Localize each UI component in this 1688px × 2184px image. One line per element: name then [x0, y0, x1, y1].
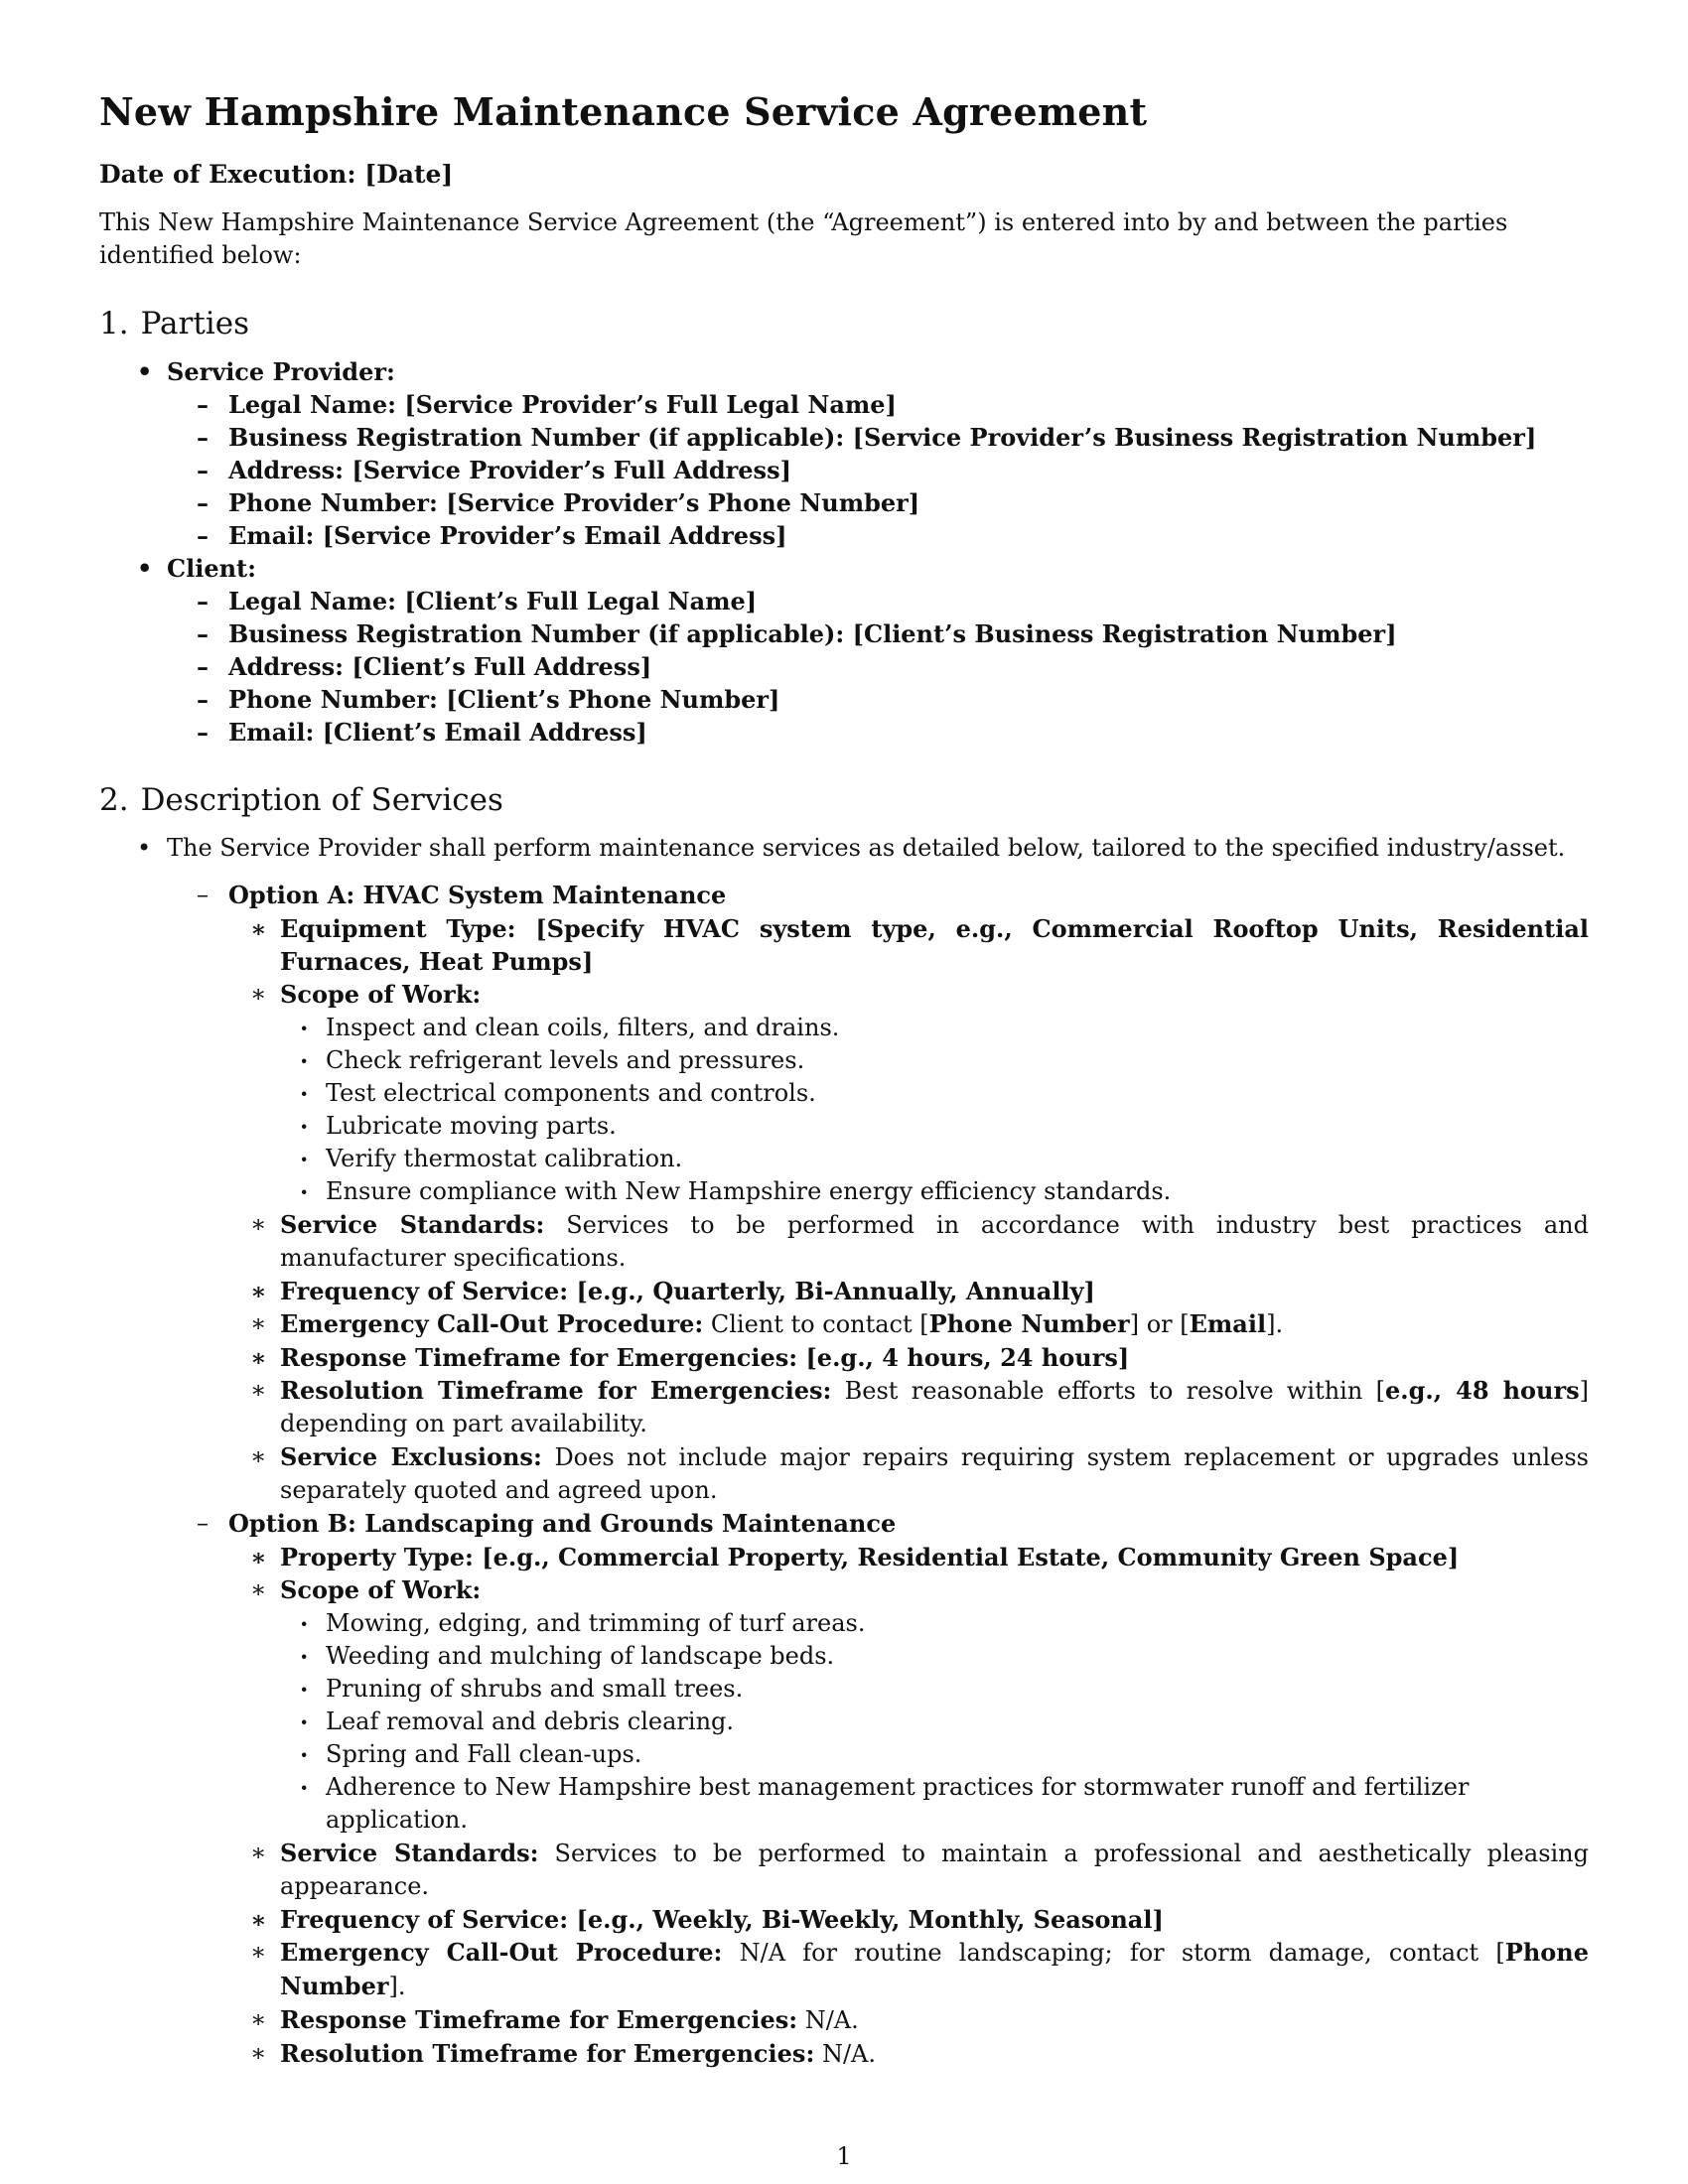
service-provider-heading: Service Provider:: [167, 357, 395, 386]
document-page: [99, 79, 1589, 2071]
option-b-scope-heading: Scope of Work:: [280, 1575, 482, 1604]
option-b-response-label: Response Timeframe for Emergencies:: [280, 2005, 798, 2034]
option-a-callout-label: Emergency Call-Out Procedure:: [280, 1309, 704, 1338]
option-b-service-standards: [228, 1837, 1589, 1903]
option-b-scope-item: · Mowing, edging, and trimming of turf areas.: [280, 1607, 1589, 1640]
option-a-scope-item: · Verify thermostat calibration.: [280, 1143, 1589, 1175]
option-a: [167, 879, 1589, 1507]
option-a-scope-item: · Inspect and clean coils, filters, and drains.: [280, 1012, 1589, 1044]
service-provider-item: [99, 355, 1589, 552]
option-a-resolution-text1: Best reasonable efforts to resolve within [: [831, 1377, 1385, 1405]
date-of-execution: Date of Execution: [Date]: [99, 160, 454, 189]
client-details: [167, 585, 1589, 749]
section-1-heading: [99, 306, 1589, 341]
sp-business-registration: – Business Registration Number (if applicable): [Service Provider’s Business Registration Number]: [167, 421, 1589, 454]
option-a-callout-text1: Client to contact [: [703, 1310, 929, 1338]
section-1-title: Parties: [140, 306, 249, 341]
option-b-heading: Option B: Landscaping and Grounds Maintenance: [228, 1509, 897, 1538]
option-a-standards-label: Service Standards:: [280, 1210, 545, 1239]
option-a-exclusions-label: Service Exclusions:: [280, 1442, 542, 1471]
option-a-scope-item: · Test electrical components and controls.: [280, 1077, 1589, 1110]
option-b-standards-label: Service Standards:: [280, 1839, 539, 1867]
option-b-callout-text2: ].: [388, 1973, 406, 2000]
services-list: [99, 832, 1589, 2071]
option-a-callout-text2: ] or [: [1129, 1310, 1190, 1338]
document-title: New Hampshire Maintenance Service Agreement: [99, 89, 1148, 134]
intro-paragraph: This New Hampshire Maintenance Service Agreement (the “Agreement”) is entered into by and between the parties identified below:: [99, 208, 1508, 269]
client-address: – Address: [Client’s Full Address]: [167, 650, 1589, 683]
sp-legal-name: – Legal Name: [Service Provider’s Full Legal Name]: [167, 388, 1589, 421]
option-a-resolution: [228, 1374, 1589, 1440]
option-b-callout: [228, 1936, 1589, 2003]
client-item: [99, 552, 1589, 749]
option-a-resolution-label: Resolution Timeframe for Emergencies:: [280, 1376, 832, 1405]
option-a-resolution-value: e.g., 48 hours: [1384, 1376, 1580, 1405]
option-a-callout-phone: Phone Number: [928, 1309, 1130, 1338]
client-phone: – Phone Number: [Client’s Phone Number]: [167, 683, 1589, 716]
section-2-heading: [99, 782, 1589, 818]
page-number: 1: [836, 2142, 852, 2170]
option-b-details: [228, 1541, 1589, 2071]
option-a-exclusions: [228, 1440, 1589, 1507]
option-a-callout-email: Email: [1189, 1309, 1267, 1338]
option-a-heading: Option A: HVAC System Maintenance: [228, 881, 727, 909]
option-b-response: [228, 2003, 1589, 2037]
option-b-scope-list: [280, 1607, 1589, 1837]
option-a-standards-text: Services to be performed in accordance with industry best practices and manufacturer specifications.: [280, 1211, 1590, 1272]
option-b-resolution: [228, 2037, 1589, 2071]
client-business-registration: – Business Registration Number (if applicable): [Client’s Business Registration Number]: [167, 617, 1589, 650]
client-email: – Email: [Client’s Email Address]: [167, 716, 1589, 749]
option-b-frequency: ∗ Frequency of Service: [e.g., Weekly, Bi-Weekly, Monthly, Seasonal]: [228, 1903, 1589, 1936]
option-a-scope-list: [280, 1012, 1589, 1208]
option-b-resolution-label: Resolution Timeframe for Emergencies:: [280, 2039, 815, 2068]
service-provider-details: [167, 388, 1589, 552]
option-a-callout: [228, 1307, 1589, 1341]
option-a-details: [228, 912, 1589, 1507]
option-b-scope-item: · Pruning of shrubs and small trees.: [280, 1673, 1589, 1706]
option-a-response: ∗ Response Timeframe for Emergencies: [e.g., 4 hours, 24 hours]: [228, 1341, 1589, 1374]
option-b-callout-label: Emergency Call-Out Procedure:: [280, 1938, 723, 1967]
sp-phone: – Phone Number: [Service Provider’s Phone Number]: [167, 486, 1589, 519]
option-b-scope-item: · Adherence to New Hampshire best management practices for stormwater runoff and fertilizer application.: [280, 1771, 1589, 1837]
option-a-scope-item: · Ensure compliance with New Hampshire energy efficiency standards.: [280, 1175, 1589, 1208]
option-a-exclusions-text: Does not include major repairs requiring system replacement or upgrades unless separately quoted and agreed upon.: [280, 1443, 1589, 1504]
option-b-property-type: ∗ Property Type: [e.g., Commercial Property, Residential Estate, Community Green Space]: [228, 1541, 1589, 1573]
client-heading: Client:: [167, 554, 256, 583]
option-a-equipment-type: ∗ Equipment Type: [Specify HVAC system type, e.g., Commercial Rooftop Units, Residential Furnaces, Heat Pumps]: [228, 912, 1589, 978]
option-b-callout-phone: Phone Number: [280, 1938, 1590, 2000]
services-intro: The Service Provider shall perform maintenance services as detailed below, tailored to the specified industry/asset.: [167, 834, 1566, 862]
sp-address: – Address: [Service Provider’s Full Address]: [167, 454, 1589, 486]
option-a-scope-heading: Scope of Work:: [280, 980, 482, 1009]
option-a-scope-item: · Lubricate moving parts.: [280, 1110, 1589, 1143]
parties-list: [99, 355, 1589, 749]
option-b-callout-text1: N/A for routine landscaping; for storm damage, contact [: [722, 1939, 1505, 1967]
services-intro-item: [99, 832, 1589, 2071]
option-a-scope-item: · Check refrigerant levels and pressures.: [280, 1044, 1589, 1077]
option-a-service-standards: [228, 1208, 1589, 1275]
option-b-scope-item: · Spring and Fall clean-ups.: [280, 1738, 1589, 1771]
option-b: [167, 1507, 1589, 2071]
section-2-number: 2.: [99, 782, 129, 818]
option-b-standards-text: Services to be performed to maintain a professional and aesthetically pleasing appearance.: [280, 1840, 1590, 1900]
option-a-scope: [228, 978, 1589, 1208]
sp-email: – Email: [Service Provider’s Email Address]: [167, 519, 1589, 552]
client-legal-name: – Legal Name: [Client’s Full Legal Name]: [167, 585, 1589, 617]
option-a-resolution-text2: ] depending on part availability.: [280, 1377, 1590, 1437]
option-a-frequency: ∗ Frequency of Service: [e.g., Quarterly, Bi-Annually, Annually]: [228, 1275, 1589, 1307]
option-b-scope: [228, 1573, 1589, 1837]
option-a-callout-text3: ].: [1266, 1310, 1284, 1338]
service-options: [167, 879, 1589, 2071]
option-b-resolution-text: N/A.: [814, 2040, 876, 2068]
section-2-title: Description of Services: [140, 782, 503, 818]
section-1-number: 1.: [99, 306, 129, 341]
option-b-response-text: N/A.: [797, 2006, 859, 2034]
option-b-scope-item: · Weeding and mulching of landscape beds.: [280, 1640, 1589, 1673]
option-b-scope-item: · Leaf removal and debris clearing.: [280, 1706, 1589, 1738]
